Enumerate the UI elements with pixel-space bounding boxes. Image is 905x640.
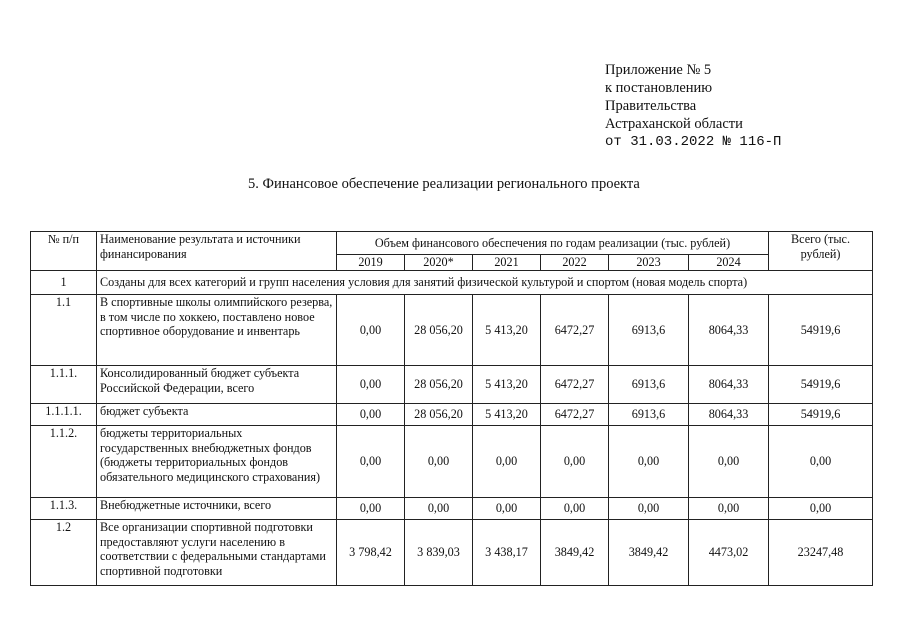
year-value-cell: 28 056,20 — [405, 404, 473, 426]
year-value-cell: 5 413,20 — [473, 366, 541, 404]
header-volume: Объем финансового обеспечения по годам реализации (тыс. рублей) — [337, 232, 769, 255]
total-cell: 54919,6 — [769, 404, 873, 426]
document-title: 5. Финансовое обеспечение реализации регионального проекта — [248, 176, 640, 192]
appendix-block — [605, 61, 781, 151]
year-value-cell: 6472,27 — [541, 404, 609, 426]
row-name: бюджет субъекта — [97, 404, 337, 426]
year-value-cell: 6913,6 — [609, 295, 689, 366]
section-row — [31, 271, 873, 295]
year-value-cell: 0,00 — [541, 426, 609, 498]
total-cell: 54919,6 — [769, 295, 873, 366]
financing-table — [30, 231, 873, 586]
year-value-cell: 0,00 — [609, 498, 689, 520]
section-index: 1 — [31, 271, 97, 295]
row-index: 1.2 — [31, 520, 97, 586]
row-name: Внебюджетные источники, всего — [97, 498, 337, 520]
appendix-line: Приложение № 5 — [605, 62, 712, 78]
table-row — [31, 295, 873, 366]
year-value-cell: 0,00 — [337, 366, 405, 404]
year-value-cell: 8064,33 — [689, 295, 769, 366]
year-value-cell: 5 413,20 — [473, 404, 541, 426]
header-year: 2022 — [541, 255, 609, 271]
section-text: Созданы для всех категорий и групп населения условия для занятий физической культурой и спортом (новая модель спорта) — [97, 271, 873, 295]
year-value-cell: 3 839,03 — [405, 520, 473, 586]
row-index: 1.1 — [31, 295, 97, 366]
appendix-date-line: от 31.03.2022 № 116-П — [605, 134, 782, 150]
year-value-cell: 3849,42 — [541, 520, 609, 586]
header-num: № п/п — [31, 232, 97, 271]
year-value-cell: 3849,42 — [609, 520, 689, 586]
table-row — [31, 520, 873, 586]
row-index: 1.1.3. — [31, 498, 97, 520]
header-year: 2020* — [405, 255, 473, 271]
year-value-cell: 28 056,20 — [405, 295, 473, 366]
year-value-cell: 0,00 — [689, 498, 769, 520]
total-cell: 54919,6 — [769, 366, 873, 404]
table-row — [31, 498, 873, 520]
header-year: 2024 — [689, 255, 769, 271]
year-value-cell: 8064,33 — [689, 404, 769, 426]
appendix-line: Астраханской области — [605, 116, 743, 132]
year-value-cell: 0,00 — [337, 295, 405, 366]
year-value-cell: 0,00 — [689, 426, 769, 498]
total-cell: 23247,48 — [769, 520, 873, 586]
year-value-cell: 3 798,42 — [337, 520, 405, 586]
header-name: Наименование результата и источники финансирования — [97, 232, 337, 271]
row-index: 1.1.1.1. — [31, 404, 97, 426]
appendix-line: Правительства — [605, 98, 697, 114]
year-value-cell: 0,00 — [541, 498, 609, 520]
row-name: бюджеты территориальных государственных внебюджетных фондов (бюджеты территориальных фондов обязательного медицинского страхования) — [97, 426, 337, 498]
row-name: Все организации спортивной подготовки предоставляют услуги населению в соответствии с федеральными стандартами спортивной подготовки — [97, 520, 337, 586]
year-value-cell: 6472,27 — [541, 366, 609, 404]
year-value-cell: 0,00 — [405, 426, 473, 498]
total-cell: 0,00 — [769, 498, 873, 520]
row-index: 1.1.2. — [31, 426, 97, 498]
year-value-cell: 0,00 — [473, 426, 541, 498]
year-value-cell: 4473,02 — [689, 520, 769, 586]
year-value-cell: 6913,6 — [609, 404, 689, 426]
year-value-cell: 0,00 — [405, 498, 473, 520]
year-value-cell: 0,00 — [337, 498, 405, 520]
year-value-cell: 6913,6 — [609, 366, 689, 404]
total-cell: 0,00 — [769, 426, 873, 498]
row-index: 1.1.1. — [31, 366, 97, 404]
year-value-cell: 0,00 — [337, 404, 405, 426]
year-value-cell: 0,00 — [337, 426, 405, 498]
year-value-cell: 3 438,17 — [473, 520, 541, 586]
header-total: Всего (тыс. рублей) — [769, 232, 873, 271]
table-row — [31, 404, 873, 426]
row-name: Консолидированный бюджет субъекта Российской Федерации, всего — [97, 366, 337, 404]
header-year: 2019 — [337, 255, 405, 271]
year-value-cell: 5 413,20 — [473, 295, 541, 366]
header-year: 2023 — [609, 255, 689, 271]
row-name: В спортивные школы олимпийского резерва, в том числе по хоккею, поставлено новое спортивное оборудование и инвентарь — [97, 295, 337, 366]
year-value-cell: 28 056,20 — [405, 366, 473, 404]
year-value-cell: 6472,27 — [541, 295, 609, 366]
header-year: 2021 — [473, 255, 541, 271]
appendix-line: к постановлению — [605, 80, 713, 96]
year-value-cell: 0,00 — [473, 498, 541, 520]
year-value-cell: 8064,33 — [689, 366, 769, 404]
table-row — [31, 366, 873, 404]
table-row — [31, 426, 873, 498]
year-value-cell: 0,00 — [609, 426, 689, 498]
